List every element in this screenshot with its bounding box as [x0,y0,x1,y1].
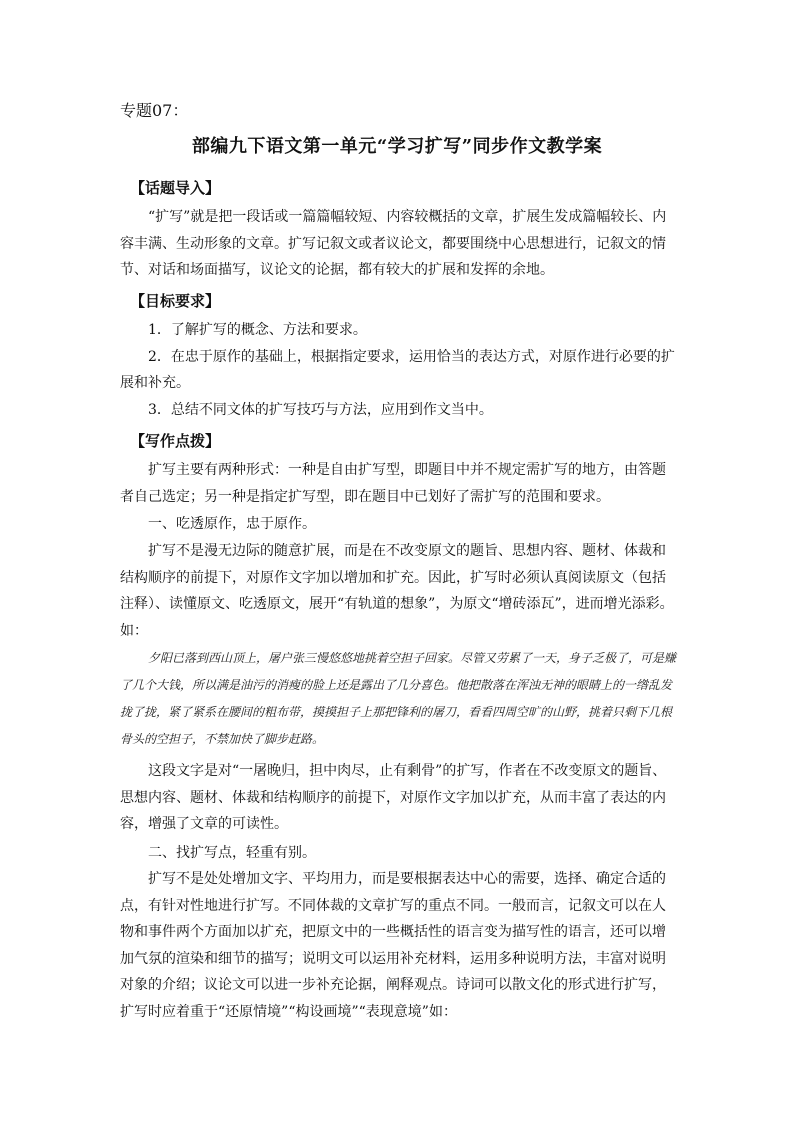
analysis-paragraph: 这段文字是对“一屠晚归，担中肉尽，止有剩骨”的扩写，作者在不改变原文的题旨、思想内容、题材、体裁和结构顺序的前提下，对原作文字加以扩充，从而丰富了表达的内容，增强了文章的可读性。 [120,763,667,832]
goal-item: 1．了解扩写的概念、方法和要求。 [148,322,367,338]
example-passage: 夕阳已落到西山顶上，屠户张三慢悠悠地挑着空担子回家。尽管又劳累了一天，身子乏极了，可是赚了几个大钱，所以满是油污的消瘦的脸上还是露出了几分喜色。他把散落在浑浊无神的眼睛上的一绺乱发拢了拢，紧了紧系在腰间的粗布带，摸摸担子上那把锋利的屠刀，看看四周空旷的山野，挑着只剩下几根骨头的空担子，不禁加快了脚步赶路。 [120,651,677,746]
section-heading-intro: 【话题导入】 [130,179,221,197]
tips-intro-paragraph: 扩写主要有两种形式：一种是自由扩写型，即题目中并不规定需扩写的地方，由答题者自己选定；另一种是指定扩写型，即在题目中已划好了需扩写的范围和要求。 [120,462,666,505]
section-heading-tips: 【写作点拨】 [130,432,221,450]
section-heading-goals: 【目标要求】 [130,292,221,310]
intro-paragraph: “扩写”就是把一段话或一篇篇幅较短、内容较概括的文章，扩展生发成篇幅较长、内容丰满、生动形象的文章。扩写记叙文或者议论文，都要围绕中心思想进行，记叙文的情节、对话和场面描写，议论文的论据，都有较大的扩展和发挥的余地。 [120,209,667,278]
page-title: 部编九下语文第一单元“学习扩写”同步作文教学案 [191,136,603,157]
point1-heading: 一、吃透原作，忠于原作。 [148,516,316,532]
topic-label: 专题07： [120,101,189,120]
point2-paragraph: 扩写不是处处增加文字、平均用力，而是要根据表达中心的需要，选择、确定合适的点，有针对性地进行扩写。不同体裁的文章扩写的重点不同。一般而言，记叙文可以在人物和事件两个方面加以扩充，把原文中的一些概括性的语言变为描写性的语言，还可以增加气氛的渲染和细节的描写；说明文可以运用补充材料，运用多种说明方法，丰富对说明对象的介绍；议论文可以进一步补充论据，阐释观点。诗词可以散文化的形式进行扩写，扩写时应着重于“还原情境”“构设画境”“表现意境”如： [120,871,666,1020]
point1-paragraph: 扩写不是漫无边际的随意扩展，而是在不改变原文的题旨、思想内容、题材、体裁和结构顺序的前提下，对原作文字加以增加和扩充。因此，扩写时必须认真阅读原文（包括注释）、读懂原文、吃透原文，展开“有轨道的想象”，为原文“增砖添瓦”，进而增光添彩。如： [120,543,674,639]
point2-heading: 二、找扩写点，轻重有别。 [148,845,316,861]
goals-list [120,317,676,423]
goal-item: 3．总结不同文体的扩写技巧与方法，应用到作文当中。 [148,401,493,418]
goal-item: 2．在忠于原作的基础上，根据指定要求，运用恰当的表达方式，对原作进行必要的扩展和补充。 [120,348,675,391]
